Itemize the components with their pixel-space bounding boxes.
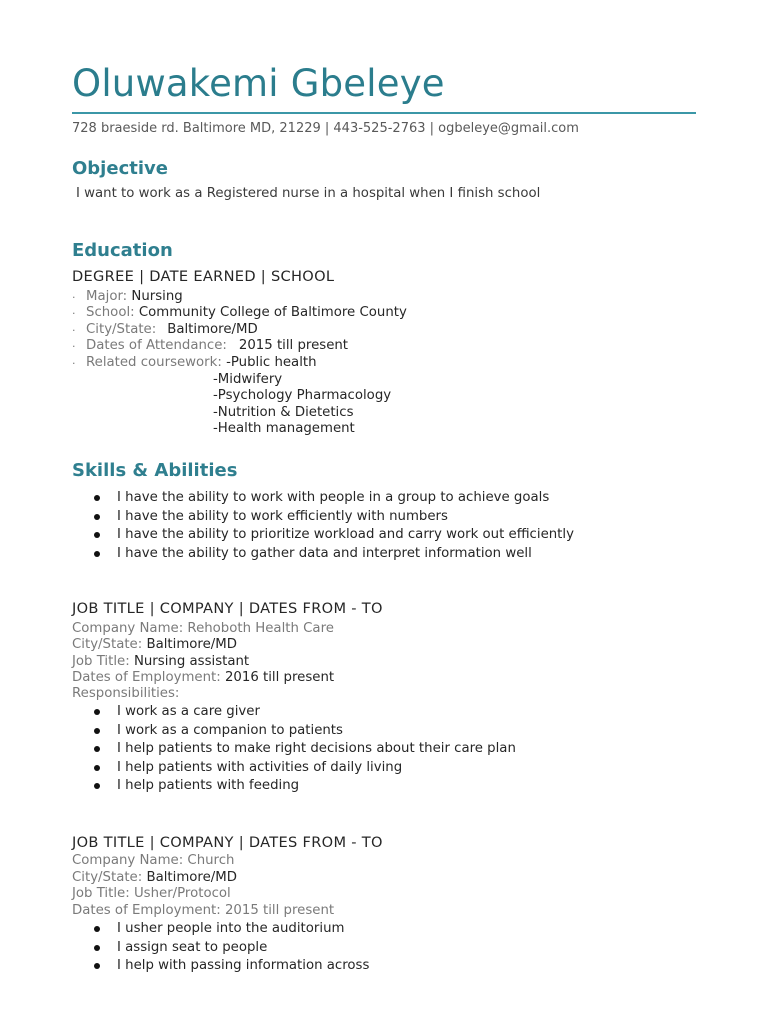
education-school xyxy=(86,305,407,322)
education-major xyxy=(86,289,183,306)
objective-heading: Objective xyxy=(72,158,168,179)
job2-city xyxy=(72,870,237,887)
education-dates xyxy=(86,338,348,355)
skills-heading: Skills & Abilities xyxy=(72,460,238,481)
employment-value: 2016 till present xyxy=(224,670,335,685)
job-title-label: Job Title: xyxy=(72,654,134,669)
education-subheading: DEGREE | DATE EARNED | SCHOOL xyxy=(72,268,335,285)
city-label: City/State: xyxy=(72,637,147,652)
education-dot: · xyxy=(72,307,76,320)
contact-line: 728 braeside rd. Baltimore MD, 21229 | 443-525-2763 | ogbeleye@gmail.com xyxy=(72,121,579,136)
job1-responsibilities-label: Responsibilities: xyxy=(72,686,180,701)
duty-item: I work as a companion to patients xyxy=(92,722,516,741)
job2-dates xyxy=(72,903,334,920)
job1-dates xyxy=(72,670,334,687)
city-label: City/State: xyxy=(72,870,147,885)
city-value: Baltimore/MD xyxy=(146,870,237,885)
job2-duties-list xyxy=(92,920,369,976)
school-label: School: xyxy=(86,305,139,320)
job1-subheading: JOB TITLE | COMPANY | DATES FROM - TO xyxy=(72,600,383,617)
coursework-item: -Public health xyxy=(226,355,317,370)
city-label: City/State: xyxy=(86,322,157,337)
employment-label: Dates of Employment: xyxy=(72,903,225,918)
education-dot: · xyxy=(72,340,76,353)
job1-duties-list xyxy=(92,703,516,796)
city-value: Baltimore/MD xyxy=(167,322,258,337)
skill-item: I have the ability to gather data and interpret information well xyxy=(92,545,574,564)
duty-item: I work as a care giver xyxy=(92,703,516,722)
skills-list xyxy=(92,489,574,563)
major-label: Major: xyxy=(86,289,132,304)
job1-company xyxy=(72,621,334,638)
company-label: Company Name: xyxy=(72,853,188,868)
duty-item: I help patients with activities of daily living xyxy=(92,759,516,778)
city-value: Baltimore/MD xyxy=(146,637,237,652)
candidate-name: Oluwakemi Gbeleye xyxy=(72,62,445,105)
job1-title xyxy=(72,654,249,671)
skill-item: I have the ability to work efficiently with numbers xyxy=(92,508,574,527)
duty-item: I help patients with feeding xyxy=(92,777,516,796)
coursework-item: -Nutrition & Dietetics xyxy=(213,405,354,420)
coursework-label: Related coursework: xyxy=(86,355,227,370)
job2-title xyxy=(72,886,231,903)
education-dot: · xyxy=(72,357,76,370)
duty-item: I usher people into the auditorium xyxy=(92,920,369,939)
duty-item: I assign seat to people xyxy=(92,939,369,958)
education-heading: Education xyxy=(72,240,173,261)
company-label: Company Name: xyxy=(72,621,188,636)
major-value: Nursing xyxy=(131,289,183,304)
objective-text: I want to work as a Registered nurse in a hospital when I finish school xyxy=(76,186,541,201)
education-dot: · xyxy=(72,291,76,304)
education-coursework xyxy=(86,355,317,372)
job2-company xyxy=(72,853,234,870)
job-title-value: Usher/Protocol xyxy=(133,886,231,901)
duty-item: I help patients to make right decisions about their care plan xyxy=(92,740,516,759)
education-dot: · xyxy=(72,324,76,337)
name-divider xyxy=(72,112,696,114)
job-title-value: Nursing assistant xyxy=(133,654,250,669)
coursework-item: -Midwifery xyxy=(213,372,283,387)
job2-subheading: JOB TITLE | COMPANY | DATES FROM - TO xyxy=(72,834,383,851)
coursework-item: -Psychology Pharmacology xyxy=(213,388,392,403)
duty-item: I help with passing information across xyxy=(92,957,369,976)
attendance-label: Dates of Attendance: xyxy=(86,338,227,353)
education-city xyxy=(86,322,258,339)
job-title-label: Job Title: xyxy=(72,886,134,901)
skill-item: I have the ability to work with people in a group to achieve goals xyxy=(92,489,574,508)
school-value: Community College of Baltimore County xyxy=(138,305,407,320)
attendance-value: 2015 till present xyxy=(238,338,349,353)
company-value: Church xyxy=(187,853,235,868)
employment-label: Dates of Employment: xyxy=(72,670,225,685)
employment-value: 2015 till present xyxy=(224,903,335,918)
skill-item: I have the ability to prioritize workload and carry work out efficiently xyxy=(92,526,574,545)
job1-city xyxy=(72,637,237,654)
coursework-item: -Health management xyxy=(213,421,355,436)
company-value: Rehoboth Health Care xyxy=(187,621,334,636)
